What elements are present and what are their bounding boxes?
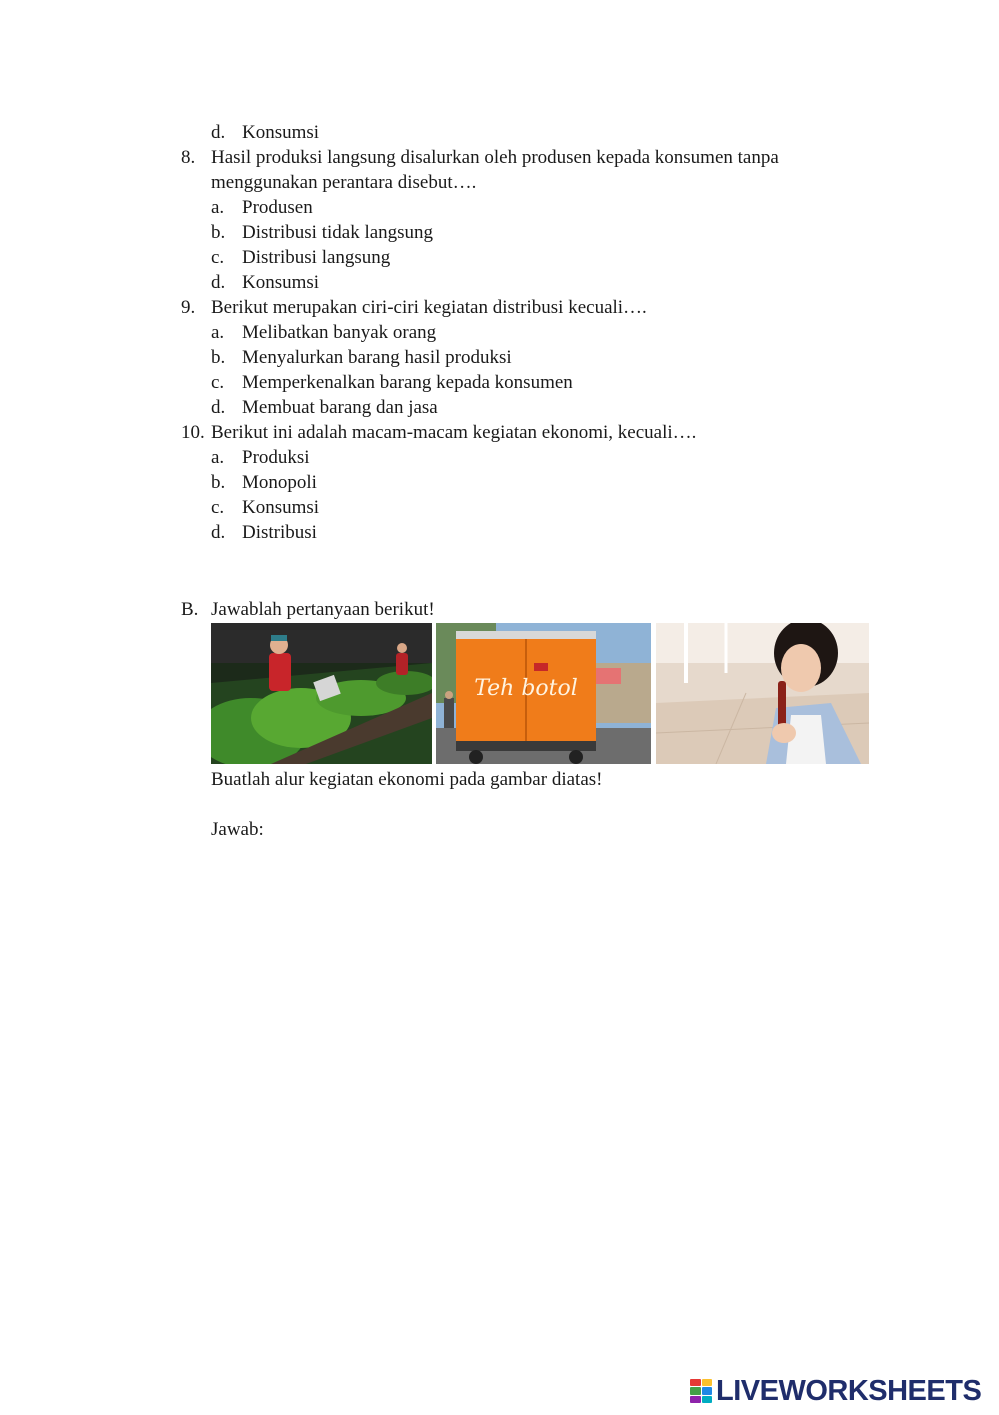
delivery-truck-photo <box>436 623 651 764</box>
photo-strip <box>211 623 869 764</box>
liveworksheets-logo <box>690 1376 981 1406</box>
woman-drinking-photo <box>656 623 869 764</box>
liveworksheets-brand-text: LIVEWORKSHEETS <box>716 1374 982 1407</box>
tea-harvest-photo <box>211 623 432 764</box>
liveworksheets-logo-icon <box>690 1379 712 1403</box>
svg-text:Teh botol: Teh botol <box>474 676 578 701</box>
